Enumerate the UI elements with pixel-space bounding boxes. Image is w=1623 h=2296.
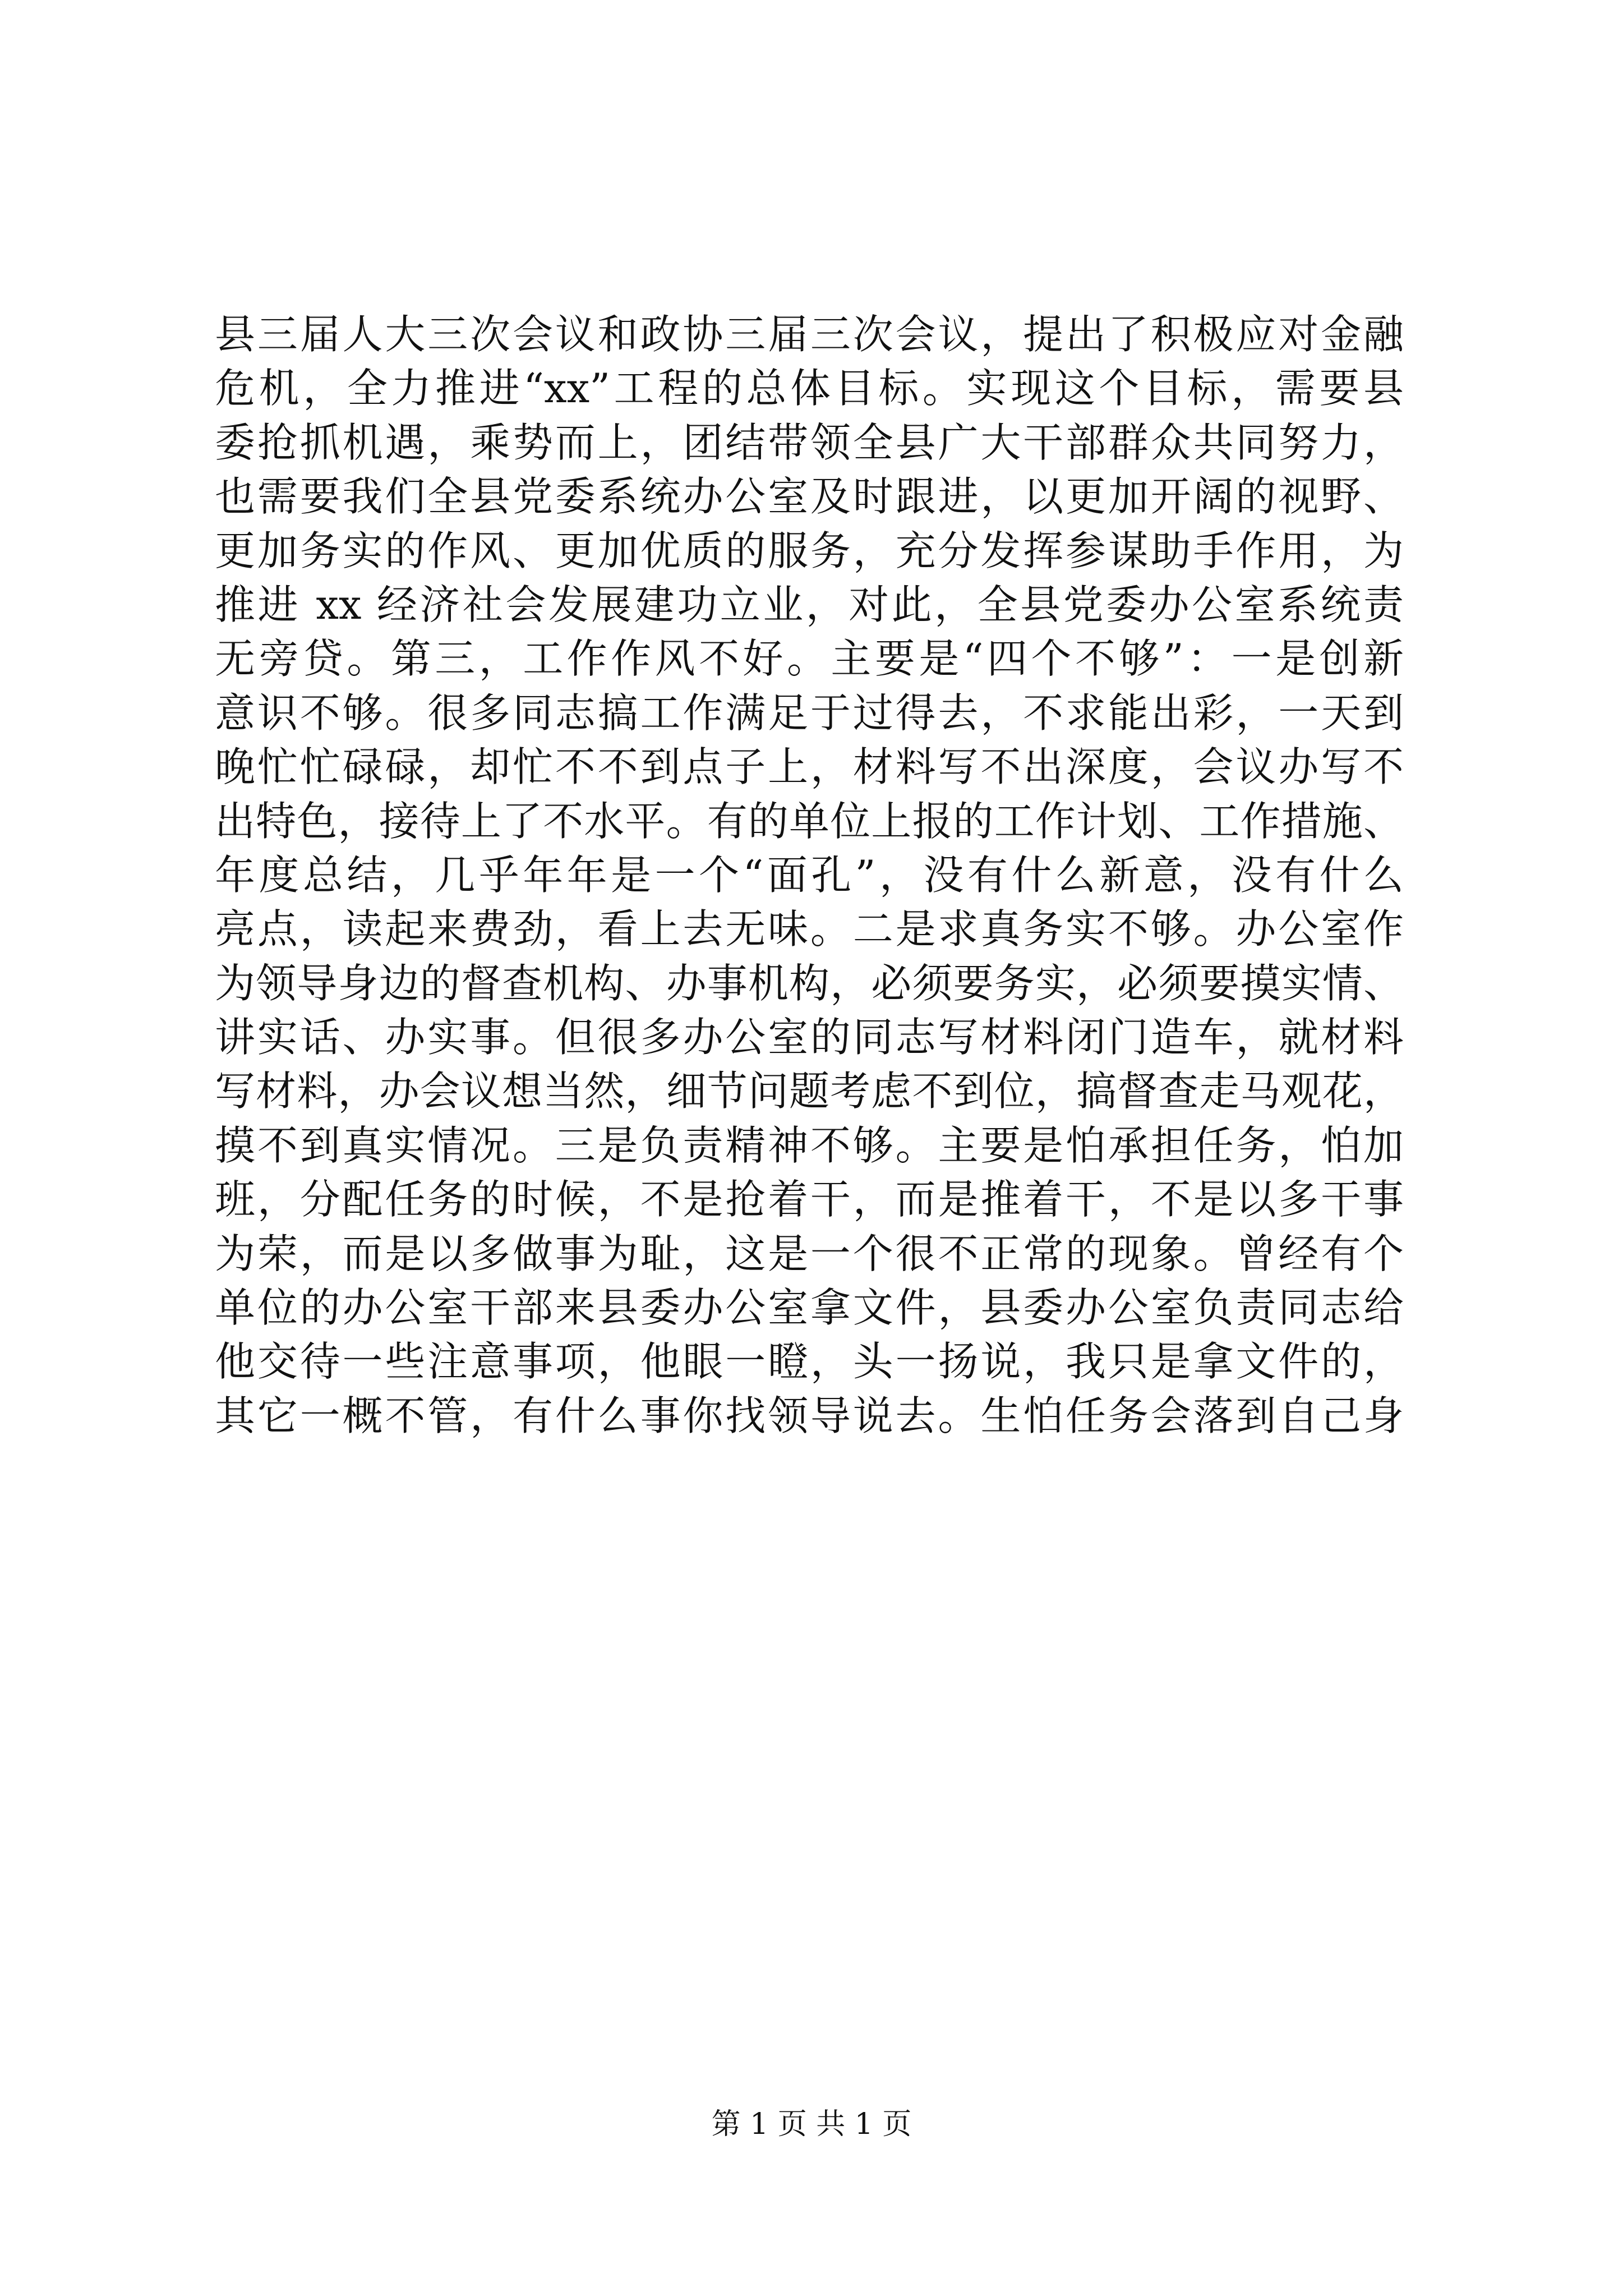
text-line: 晚忙忙碌碌，却忙不不到点子上，材料写不出深度，会议办写不 bbox=[215, 743, 1404, 791]
text-line: 其它一概不管，有什么事你找领导说去。生怕任务会落到自己身 bbox=[215, 1392, 1404, 1439]
text-line: 也需要我们全县党委系统办公室及时跟进，以更加开阔的视野、 bbox=[215, 473, 1404, 521]
text-line: 年度总结，几乎年年是一个“面孔”，没有什么新意，没有什么 bbox=[215, 851, 1404, 899]
text-line: 更加务实的作风、更加优质的服务，充分发挥参谋助手作用，为 bbox=[215, 527, 1404, 574]
text-line: 委抢抓机遇，乘势而上，团结带领全县广大干部群众共同努力， bbox=[215, 418, 1404, 466]
text-line: 亮点，读起来费劲，看上去无味。二是求真务实不够。办公室作 bbox=[215, 905, 1404, 953]
text-line: 他交待一些注意事项，他眼一瞪，头一扬说，我只是拿文件的， bbox=[215, 1338, 1404, 1386]
body-text bbox=[215, 307, 1404, 1443]
page-footer bbox=[0, 2105, 1623, 2144]
text-line: 写材料，办会议想当然，细节问题考虑不到位，搞督查走马观花， bbox=[215, 1068, 1404, 1115]
text-line: 推进 xx 经济社会发展建功立业，对此，全县党委办公室系统责 bbox=[215, 581, 1404, 628]
text-line: 摸不到真实情况。三是负责精神不够。主要是怕承担任务，怕加 bbox=[215, 1121, 1404, 1169]
text-line: 为荣，而是以多做事为耻，这是一个很不正常的现象。曾经有个 bbox=[215, 1230, 1404, 1277]
text-line: 无旁贷。第三，工作作风不好。主要是“四个不够”：一是创新 bbox=[215, 635, 1404, 683]
text-line: 班，分配任务的时候，不是抢着干，而是推着干，不是以多干事 bbox=[215, 1176, 1404, 1223]
text-line: 为领导身边的督查机构、办事机构，必须要务实，必须要摸实情、 bbox=[215, 959, 1404, 1007]
text-line: 县三届人大三次会议和政协三届三次会议，提出了积极应对金融 bbox=[215, 311, 1404, 358]
text-line: 讲实话、办实事。但很多办公室的同志写材料闭门造车，就材料 bbox=[215, 1014, 1404, 1061]
page-number-label: 第 1 页 共 1 页 bbox=[711, 2108, 912, 2141]
text-line: 出特色，接待上了不水平。有的单位上报的工作计划、工作措施、 bbox=[215, 797, 1404, 845]
text-line: 意识不够。很多同志搞工作满足于过得去，不求能出彩，一天到 bbox=[215, 689, 1404, 737]
text-line: 单位的办公室干部来县委办公室拿文件，县委办公室负责同志给 bbox=[215, 1284, 1404, 1332]
text-line: 危机，全力推进“xx”工程的总体目标。实现这个目标，需要县 bbox=[215, 365, 1404, 412]
